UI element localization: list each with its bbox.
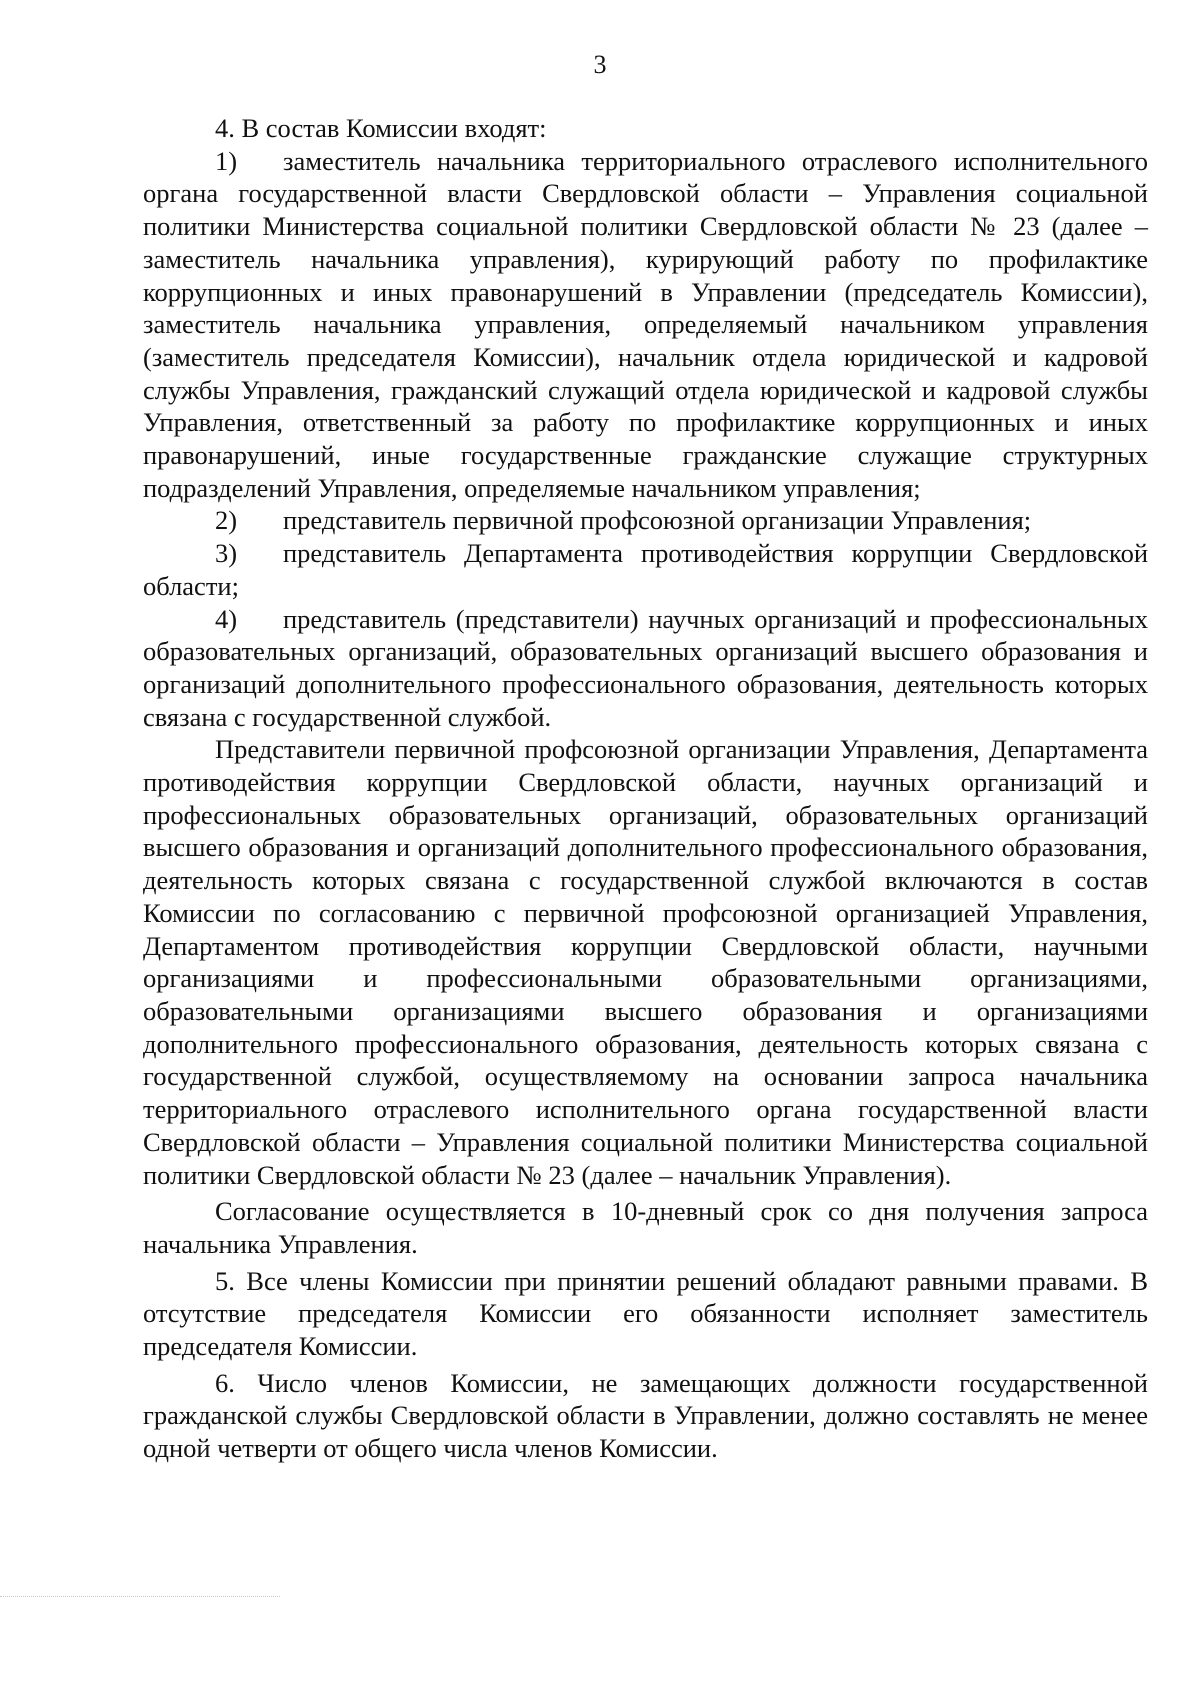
- list-item-text: представитель (представители) научных организаций и профессиональных образовательных организаций, образовательных организаций высшего образования и организаций дополнительного профессионального образования, деятельность которых связана с государственной службой.: [143, 603, 1148, 732]
- list-item-text: представитель первичной профсоюзной организации Управления;: [283, 505, 1032, 536]
- page-number: 3: [593, 50, 607, 79]
- list-item-text: заместитель начальника территориального отраслевого исполнительного органа государственной власти Свердловской области – Управления социальной политики Министерства социальной политики Свердловской области № 23 (далее – заместитель начальника управления), курирующий работу по профилактике коррупционных и иных правонарушений в Управлении (председатель Комиссии), заместитель начальника управления, определяемый начальником управления (заместитель председателя Комиссии), начальник отдела юридической и кадровой службы Управления, гражданский служащий отдела юридической и кадровой службы Управления, ответственный за работу по профилактике коррупционных и иных правонарушений, иные государственные гражданские служащие структурных подразделений Управления, определяемые начальником управления;: [143, 145, 1148, 503]
- paragraph-representatives: Представители первичной профсоюзной организации Управления, Департамента противодействия коррупции Свердловской области, научных организаций и профессиональных образовательных организаций, образовательных организаций высшего образования и организаций дополнительного профессионального образования, деятельность которых связана с государственной службой включаются в состав Комиссии по согласованию с первичной профсоюзной организацией Управления, Департаментом противодействия коррупции Свердловской области, научными организациями и профессиональными образовательными организациями, образовательными организациями высшего образования и организациями дополнительного профессионального образования, деятельность которых связана с государственной службой, осуществляемому на основании запроса начальника территориального отраслевого исполнительного органа государственной власти Свердловской области – Управления социальной политики Министерства социальной политики Свердловской области № 23 (далее – начальник Управления).: [143, 734, 1148, 1190]
- list-item-number: 4): [215, 603, 238, 634]
- list-item-text: представитель Департамента противодействия коррупции Свердловской области;: [143, 538, 1148, 601]
- paragraph-approval-term: Согласование осуществляется в 10-дневный срок со дня получения запроса начальника Управления.: [143, 1196, 1148, 1259]
- list-item-3: [143, 537, 1148, 602]
- paragraph-section-6: 6. Число членов Комиссии, не замещающих должности государственной гражданской службы Свердловской области в Управлении, должно составлять не менее одной четверти от общего числа членов Комиссии.: [143, 1367, 1148, 1464]
- list-item-1: [143, 145, 1148, 505]
- list-item-number: 3): [215, 538, 238, 569]
- list-item-number: 1): [215, 145, 238, 176]
- document-body: [143, 112, 1148, 1465]
- list-item-2: [143, 504, 1148, 537]
- list-item-number: 2): [215, 505, 238, 536]
- list-item-4: [143, 603, 1148, 734]
- scan-artifact-line: [0, 1596, 280, 1597]
- paragraph-composition-heading: 4. В состав Комиссии входят:: [215, 113, 547, 143]
- paragraph-section-5: 5. Все члены Комиссии при принятии решений обладают равными правами. В отсутствие председателя Комиссии его обязанности исполняет заместитель председателя Комиссии.: [143, 1265, 1148, 1362]
